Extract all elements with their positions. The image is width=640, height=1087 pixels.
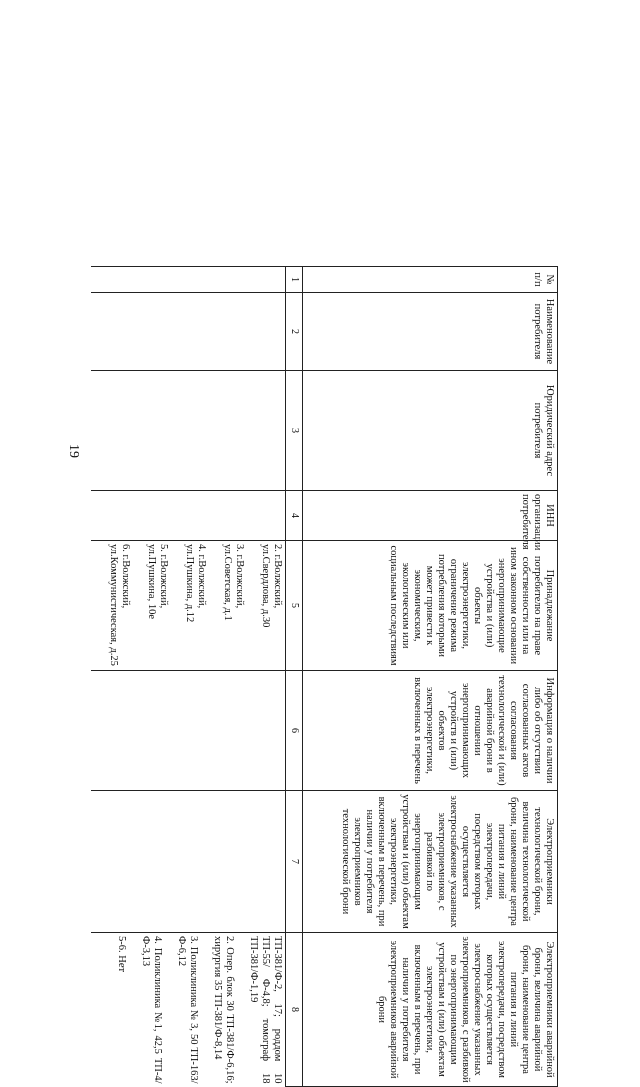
column-number: 3: [286, 371, 303, 491]
column-number: 7: [286, 791, 303, 933]
column-number: 5: [286, 541, 303, 671]
header-cell-5: Принадлежание потребителю на праве собственности или на ином законном основании энергопринимающие устройства и (или) объекты электроэнергетики, ограничение режима потребления которыми может привести к экономическим, экологическим или социальным последствиям: [303, 541, 558, 671]
emergency-item: ТП-381/Ф-2, 17; роддом 10 ТП-55/ Ф-4,8; томограф 18 ТП-381/Ф-1,19: [248, 936, 283, 1084]
column-number: 1: [286, 267, 303, 293]
consumer-table: [91, 266, 558, 1087]
header-cell-2: Наименование потребителя: [303, 293, 558, 371]
address-item: 5. г.Волжский, ул.Пушкина, 10е: [146, 544, 169, 619]
address-item: 2. г.Волжский, ул.Свердлова, д.30: [260, 544, 283, 628]
column-number: 2: [286, 293, 303, 371]
emergency-item: 4. Поликлиника №1, 42,5 ТП-4/Ф-3,13: [140, 936, 163, 1084]
column-number: 8: [286, 933, 303, 1087]
emergency-item: 3. Поликлиника № 3, 50 ТП-163/Ф-6,12: [176, 936, 199, 1084]
column-number: 4: [286, 491, 303, 541]
rotated-table-container: [94, 266, 558, 1086]
address-item: 4. г.Волжский, ул.Пушкина, д.12: [184, 544, 207, 623]
header-cell-1: № п/п: [303, 267, 558, 293]
header-cell-6: Информация о наличии либо об отсутствии согласованных актов согласования технологической и (или) аварийной брони в отношении энергопринимающих устройств и (или) объектов электроэнергетики, включенных в перечень: [303, 671, 558, 791]
emergency-item: 2. Опер. блок 30 ТП-381/Ф-6,16; хирургия 35 ТП-381/Ф-8,14: [212, 936, 235, 1084]
header-cell-8: Электроприемники аварийной брони, величина аварийной брони, наименование центра питания и линий электропередачи, посредством которых осуществляется электроснабжение указанных электроприемников, с разбивкой по энергопринимающим устройствам и (или) объектам электроэнергетики, включенным в перечень, при наличии у потребителя электроприемников аварийной брони: [303, 933, 558, 1087]
header-row: [303, 267, 558, 1087]
header-cell-7: Электроприемники технологической брони, величина технологической брони, наименование центра питания и линий электропередачи, посредством которых осуществляется электроснабжение указанных электроприемников, с разбивкой по энергопринимающим устройствам и (или) объектам электроэнергетики, включенным в перечень, при наличии у потребителя электроприемников технологической брони: [303, 791, 558, 933]
address-item: 3. г.Волжский, ул.Советская, д.1: [222, 544, 245, 621]
header-cell-3: Юридический адрес потребителя: [303, 371, 558, 491]
column-number-row: [286, 267, 303, 1087]
address-item: 6. г.Волжский, ул.Коммунистическая, д.25: [108, 544, 131, 666]
column-number: 6: [286, 671, 303, 791]
address-cell: [91, 541, 286, 671]
header-cell-4: ИНН организации потребителя: [303, 491, 558, 541]
page-number: 19: [66, 444, 81, 458]
emergency-item: 5-6. Нет: [116, 936, 127, 973]
emergency-cell: [91, 933, 286, 1087]
data-row: [91, 267, 286, 1087]
